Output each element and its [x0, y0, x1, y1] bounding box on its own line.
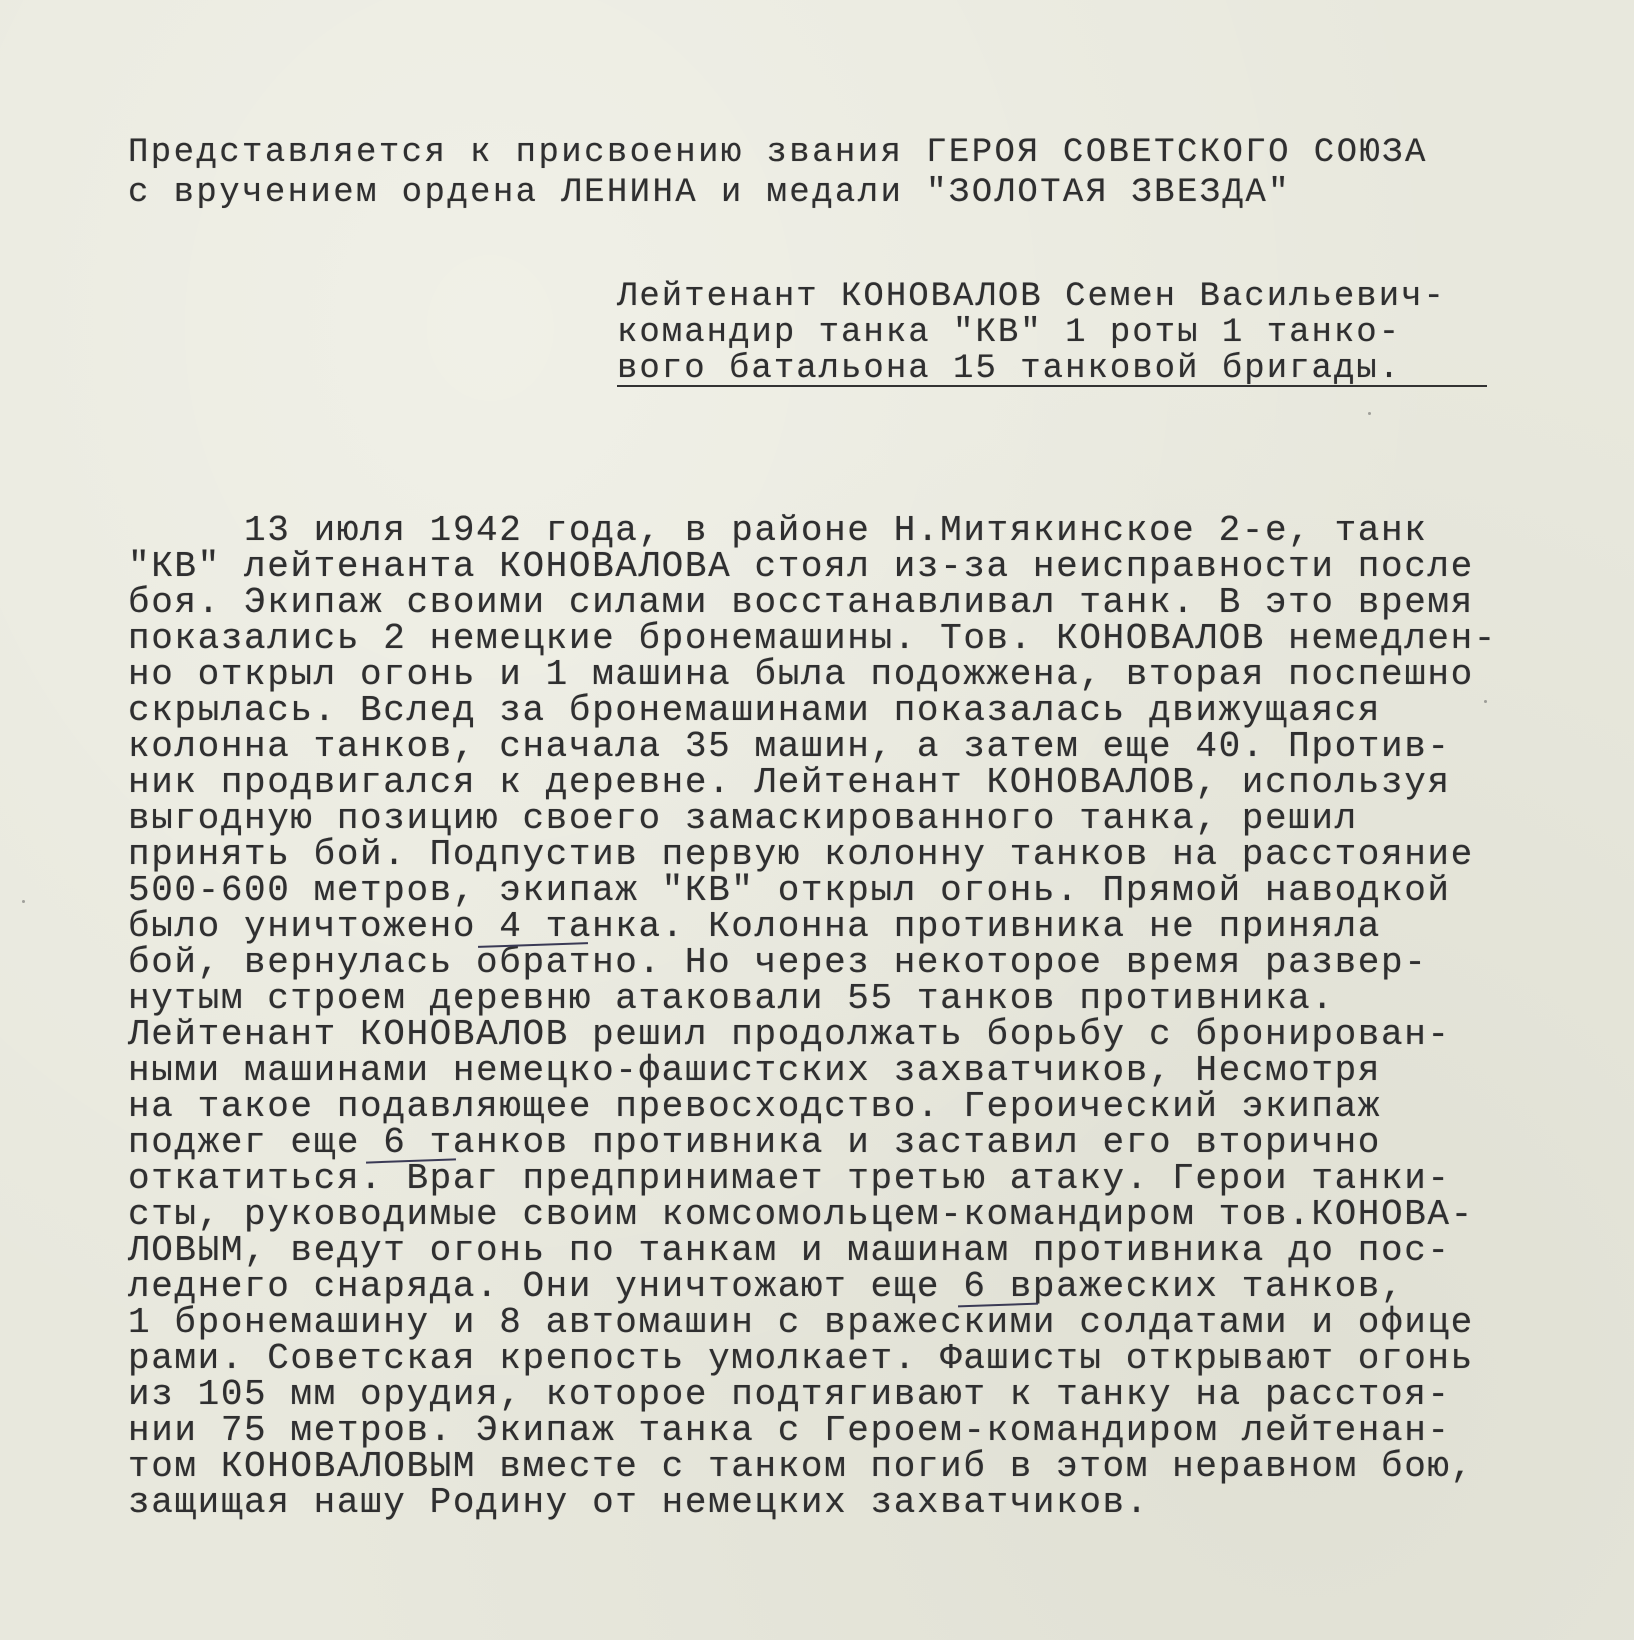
body-line: на такое подавляющее превосходство. Героический экипаж — [128, 1086, 1381, 1127]
body-line: 500-600 метров, экипаж "КВ" открыл огонь. Прямой наводкой — [128, 870, 1451, 911]
body-line: нутым строем деревню атаковали 55 танков противника. — [128, 978, 1335, 1019]
body-line: 13 июля 1942 года, в районе Н.Митякинское 2-е, танк — [128, 510, 1428, 551]
recipient-underline — [617, 385, 1487, 387]
paper-speck — [1484, 700, 1487, 703]
body-line: ЛОВЫМ, ведут огонь по танкам и машинам противника до пос- — [128, 1230, 1451, 1271]
recipient-line-3: вого батальона 15 танковой бригады. — [617, 350, 1402, 388]
body-line: защищая нашу Родину от немецких захватчиков. — [128, 1482, 1149, 1523]
body-line: сты, руководимые своим комсомольцем-командиром тов.КОНОВА- — [128, 1194, 1474, 1235]
body-line: выгодную позицию своего замаскированного танка, решил — [128, 798, 1358, 839]
body-line: ными машинами немецко-фашистских захватчиков, Несмотря — [128, 1050, 1381, 1091]
body-line: но открыл огонь и 1 машина была подожжена, вторая поспешно — [128, 654, 1474, 695]
body-line: принять бой. Подпустив первую колонну танков на расстояние — [128, 834, 1474, 875]
paper-speck — [1368, 412, 1371, 415]
paper-speck — [22, 900, 25, 903]
recipient-line-2: командир танка "КВ" 1 роты 1 танко- — [617, 314, 1402, 352]
body-line: рами. Советская крепость умолкает. Фашисты открывают огонь — [128, 1338, 1474, 1379]
body-line: нии 75 метров. Экипаж танка с Героем-командиром лейтенан- — [128, 1410, 1451, 1451]
body-line: скрылась. Вслед за бронемашинами показалась движущаяся — [128, 690, 1381, 731]
body-line: ник продвигался к деревне. Лейтенант КОНОВАЛОВ, используя — [128, 762, 1451, 803]
header-line-2: с вручением ордена ЛЕНИНА и медали "ЗОЛОТАЯ ЗВЕЗДА" — [128, 174, 1291, 212]
body-line: "КВ" лейтенанта КОНОВАЛОВА стоял из-за неисправности после — [128, 546, 1474, 587]
body-line: 1 бронемашину и 8 автомашин с вражескими солдатами и офице — [128, 1302, 1474, 1343]
body-line: показались 2 немецкие бронемашины. Тов. КОНОВАЛОВ немедлен- — [128, 618, 1498, 659]
body-line: было уничтожено 4 танка. Колонна противника не приняла — [128, 906, 1381, 947]
body-line: поджег еще 6 танков противника и заставил его вторично — [128, 1122, 1381, 1163]
header-line-1: Представляется к присвоению звания ГЕРОЯ СОВЕТСКОГО СОЮЗА — [128, 134, 1428, 172]
recipient-line-1: Лейтенант КОНОВАЛОВ Семен Васильевич- — [617, 278, 1446, 316]
body-line: из 105 мм орудия, которое подтягивают к танку на расстоя- — [128, 1374, 1451, 1415]
body-line: колонна танков, сначала 35 машин, а затем еще 40. Против- — [128, 726, 1451, 767]
body-line: боя. Экипаж своими силами восстанавливал танк. В это время — [128, 582, 1474, 623]
body-line: Лейтенант КОНОВАЛОВ решил продолжать борьбу с бронирован- — [128, 1014, 1451, 1055]
body-line: откатиться. Враг предпринимает третью атаку. Герои танки- — [128, 1158, 1451, 1199]
body-line: леднего снаряда. Они уничтожают еще 6 вражеских танков, — [128, 1266, 1405, 1307]
body-line: бой, вернулась обратно. Но через некоторое время развер- — [128, 942, 1428, 983]
body-line: том КОНОВАЛОВЫМ вместе с танком погиб в этом неравном бою, — [128, 1446, 1474, 1487]
